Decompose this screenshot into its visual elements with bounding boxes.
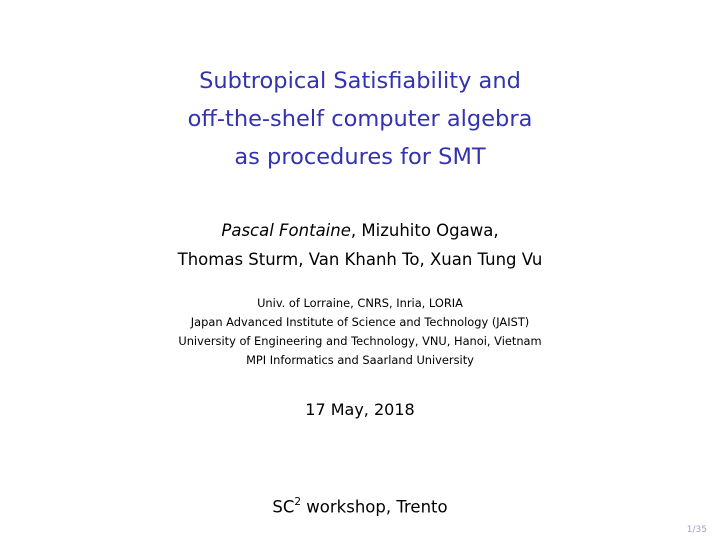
authors-line-1 xyxy=(0,216,720,245)
title-line-2: off-the-shelf computer algebra xyxy=(187,106,533,132)
author-list xyxy=(0,216,720,274)
slide-title xyxy=(0,62,720,176)
event-superscript: 2 xyxy=(294,496,302,508)
authors-line-1-rest: , Mizuhito Ogawa, xyxy=(350,221,499,240)
event-name xyxy=(0,489,720,522)
event-prefix: SC xyxy=(272,497,295,517)
presentation-date: 17 May, 2018 xyxy=(305,400,415,419)
affiliation-3: University of Engineering and Technology, VNU, Hanoi, Vietnam xyxy=(178,334,542,348)
title-line-3: as procedures for SMT xyxy=(234,144,486,170)
affiliation-1: Univ. of Lorraine, CNRS, Inria, LORIA xyxy=(257,296,463,310)
affiliation-4: MPI Informatics and Saarland University xyxy=(246,353,474,367)
authors-line-2: Thomas Sturm, Van Khanh To, Xuan Tung Vu xyxy=(177,250,543,269)
title-line-1: Subtropical Satisfiability and xyxy=(199,68,521,94)
affiliation-2: Japan Advanced Institute of Science and Technology (JAIST) xyxy=(190,315,530,329)
page-number: 1/35 xyxy=(686,525,707,535)
event-suffix: workshop, Trento xyxy=(301,497,448,517)
affiliation-list xyxy=(0,294,720,370)
presenting-author: Pascal Fontaine xyxy=(221,221,351,240)
